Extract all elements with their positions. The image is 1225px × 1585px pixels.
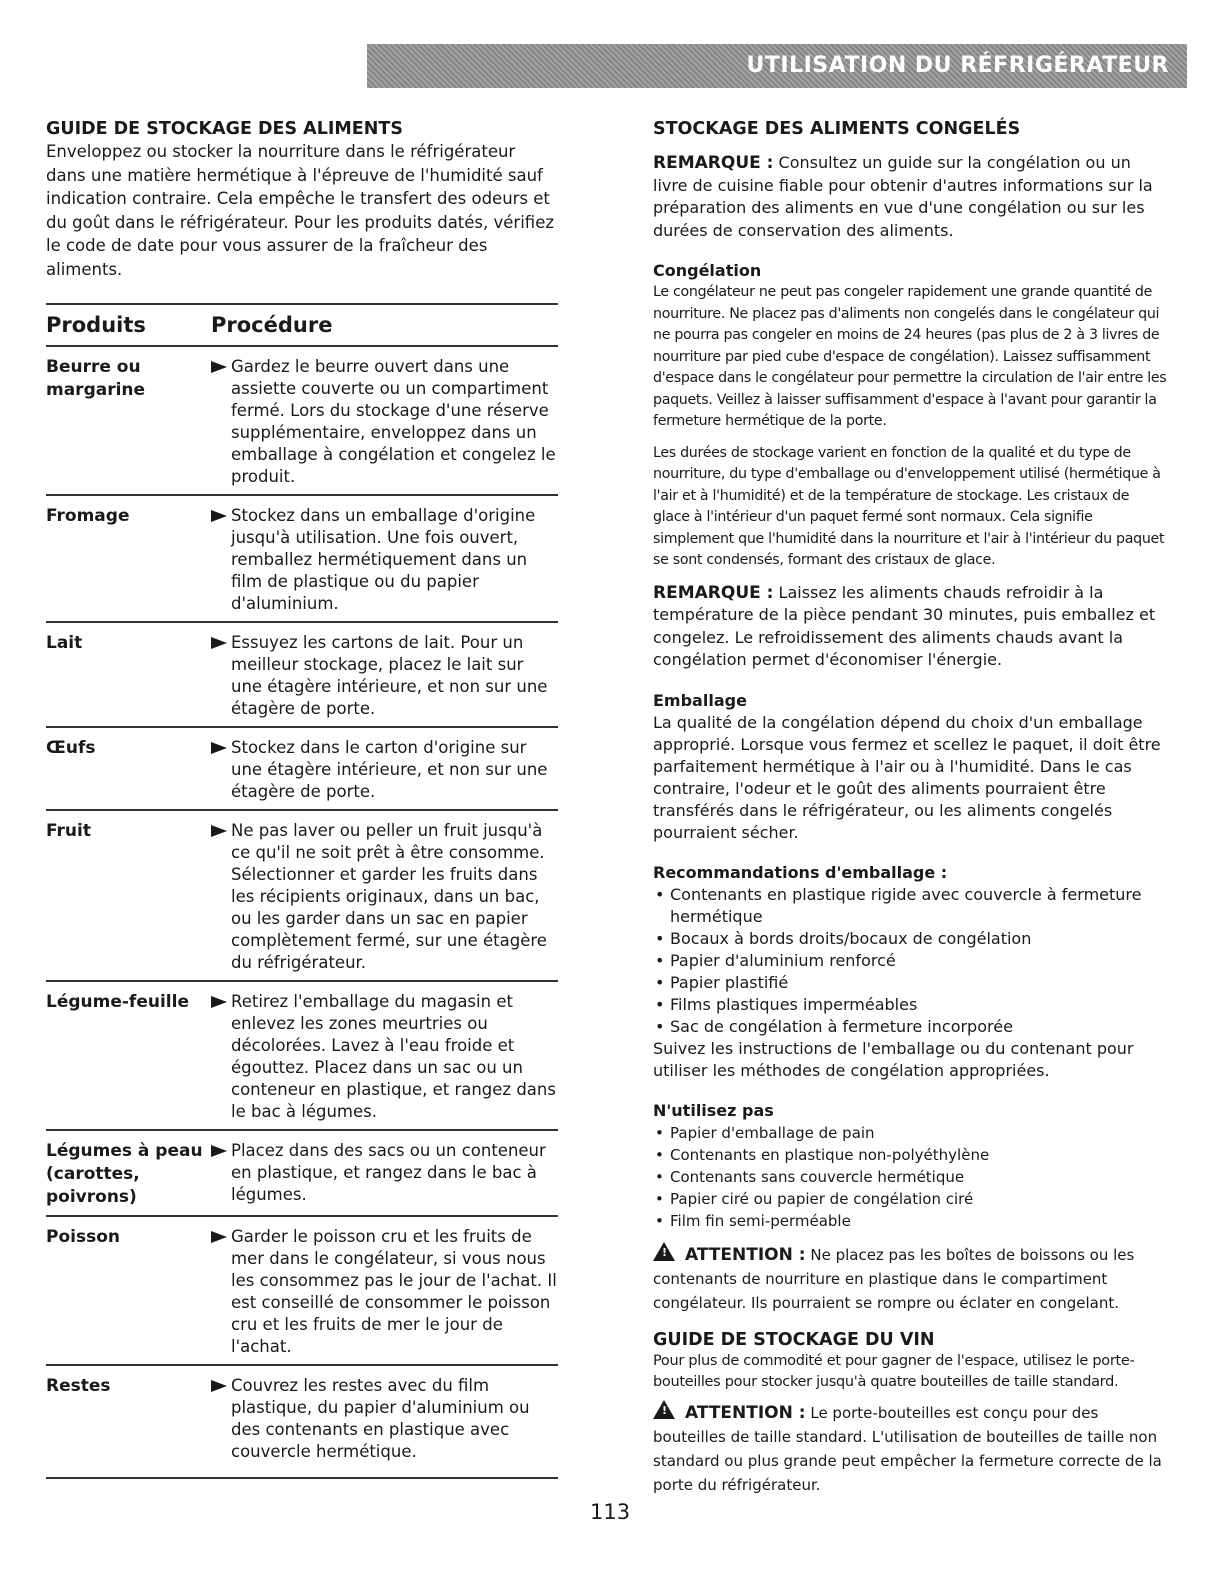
list-item: • Film fin semi-perméable (653, 1210, 1168, 1232)
product-name: Lait (46, 633, 83, 653)
product-name: Fromage (46, 506, 130, 526)
attention-paragraph: !ATTENTION : Ne placez pas les boîtes de boissons ou les contenants de nourriture en plastique dans le compartiment congélateur. Ils pourraient se rompre ou éclater en congelant. (653, 1242, 1168, 1315)
product-name: Poisson (46, 1227, 120, 1247)
table-row (46, 1217, 558, 1366)
list-item: • Sac de congélation à fermeture incorporée (653, 1016, 1168, 1038)
table-row (46, 728, 558, 811)
section-banner: UTILISATION DU RÉFRIGÉRATEUR (367, 44, 1187, 88)
wine-storage-title: GUIDE DE STOCKAGE DU VIN (653, 1329, 935, 1350)
food-storage-title: GUIDE DE STOCKAGE DES ALIMENTS (46, 119, 403, 139)
table-row (46, 1131, 558, 1217)
warning-icon (653, 1242, 675, 1261)
header-procedure: Procédure (211, 313, 333, 337)
recommendations-note: Suivez les instructions de l'emballage ou du contenant pour utiliser les méthodes de congélation appropriées. (653, 1038, 1134, 1080)
procedure-cell: Retirez l'emballage du magasin et enlevez les zones meurtries ou décolorées. Lavez à l'eau froide et égouttez. Placez dans un sac ou un conteneur en plastique, et rangez dans le bac à légumes. (211, 991, 558, 1123)
table-row (46, 982, 558, 1131)
list-item: • Bocaux à bords droits/bocaux de congélation (653, 928, 1168, 950)
warning-icon (653, 1400, 675, 1419)
table-header (46, 305, 558, 347)
arrow-bullet-icon (211, 1145, 227, 1157)
table-row (46, 496, 558, 623)
list-item: • Films plastiques imperméables (653, 994, 1168, 1016)
congelation-paragraph: Le congélateur ne peut pas congeler rapidement une grande quantité de nourriture. Ne placez pas d'aliments non congelés dans le congélateur qui ne pourra pas congeler en moins de 24 heures (pas plus de 2 à 3 livres de nourriture par pied cube d'espace de congélation). Laissez suffisamment d'espace dans le congélateur pour permettre la circulation de l'air entre les paquets. Veillez à laisser suffisamment d'espace à l'avant pour garantir la fermeture hermétique de la porte. (653, 284, 1167, 429)
arrow-bullet-icon (211, 510, 227, 522)
product-name: Beurre ou margarine (46, 357, 146, 400)
right-column (653, 118, 1168, 1497)
procedure-cell: Essuyez les cartons de lait. Pour un meilleur stockage, placez le lait sur une étagère intérieure, et non sur une étagère de porte. (211, 632, 558, 720)
arrow-bullet-icon (211, 1380, 227, 1392)
table-row (46, 347, 558, 496)
list-item: • Contenants sans couvercle hermétique (653, 1166, 1168, 1188)
procedure-cell: Gardez le beurre ouvert dans une assiette couverte ou un compartiment fermé. Lors du stockage d'une réserve supplémentaire, enveloppez dans un emballage à congélation et congelez le produit. (211, 356, 558, 488)
arrow-bullet-icon (211, 1231, 227, 1243)
procedure-cell: Couvrez les restes avec du film plastique, du papier d'aluminium ou des contenants en plastique avec couvercle hermétique. (211, 1375, 558, 1463)
table-row (46, 811, 558, 982)
congelation-paragraph: Les durées de stockage varient en fonction de la qualité et du type de nourriture, du type d'emballage ou d'enveloppement utilisé (hermétique à l'air et à l'humidité) et de la température de stockage. Les cristaux de glace à l'intérieur d'un paquet fermé sont normaux. Cela signifie simplement que l'humidité dans la nourriture et l'air à l'intérieur du paquet se sont condensés, formant des cristaux de glace. (653, 444, 1165, 568)
procedure-cell: Ne pas laver ou peller un fruit jusqu'à ce qu'il ne soit prêt à être consomme. Sélectionner et garder les fruits dans les récipients originaux, dans un bac, ou les garder dans un sac en papier complètement fermé, sur une étagère du réfrigérateur. (211, 820, 558, 974)
table-row (46, 1366, 558, 1479)
recommendations-heading: Recommandations d'emballage : (653, 862, 948, 882)
note-paragraph: REMARQUE : Laissez les aliments chauds refroidir à la température de la pièce pendant 30 minutes, puis emballez et congelez. Le refroidissement des aliments chauds avant la congélation permet d'économiser l'énergie. (653, 582, 1156, 669)
emballage-paragraph: La qualité de la congélation dépend du choix d'un emballage approprié. Lorsque vous fermez et scellez le paquet, il doit être parfaitement hermétique à l'air ou à l'humidité. Dans le cas contraire, l'odeur et le goût des aliments pourraient être transférés dans le réfrigérateur, ou les aliments congelés pourraient sécher. (653, 712, 1161, 842)
list-item: • Papier ciré ou papier de congélation ciré (653, 1188, 1168, 1210)
emballage-heading: Emballage (653, 690, 747, 710)
recommendations-list (653, 884, 1168, 1038)
note-paragraph: REMARQUE : Consultez un guide sur la congélation ou un livre de cuisine fiable pour obtenir d'autres informations sur la préparation des aliments en vue d'une congélation ou sur les durées de conservation des aliments. (653, 153, 1153, 240)
arrow-bullet-icon (211, 637, 227, 649)
procedure-cell: Garder le poisson cru et les fruits de mer dans le congélateur, si vous nous les consommez pas le jour de l'achat. Il est conseillé de consommer le poisson cru et les fruits de mer le jour de l'achat. (211, 1226, 558, 1358)
product-name: Fruit (46, 821, 91, 841)
left-column (46, 118, 558, 1479)
arrow-bullet-icon (211, 996, 227, 1008)
header-products: Produits (46, 313, 146, 337)
page-number: 113 (590, 1500, 631, 1524)
procedure-cell: Stockez dans le carton d'origine sur une étagère intérieure, et non sur une étagère de porte. (211, 737, 558, 803)
procedure-cell: Placez dans des sacs ou un conteneur en plastique, et rangez dans le bac à légumes. (211, 1140, 558, 1209)
attention-paragraph: !ATTENTION : Le porte-bouteilles est conçu pour des bouteilles de taille standard. L'utilisation de bouteilles de taille non standard ou plus grande peut empêcher la fermeture correcte de la porte du réfrigérateur. (653, 1400, 1168, 1497)
food-storage-intro: Enveloppez ou stocker la nourriture dans le réfrigérateur dans une matière hermétique à l'épreuve de l'humidité sauf indication contraire. Cela empêche le transfert des odeurs et du goût dans le réfrigérateur. Pour les produits datés, vérifiez le code de date pour vous assurer de la fraîcheur des aliments. (46, 142, 555, 279)
wine-paragraph: Pour plus de commodité et pour gagner de l'espace, utilisez le porte-bouteilles pour stocker jusqu'à quatre bouteilles de taille standard. (653, 1352, 1135, 1390)
arrow-bullet-icon (211, 361, 227, 373)
list-item: • Papier d'aluminium renforcé (653, 950, 1168, 972)
frozen-storage-title: STOCKAGE DES ALIMENTS CONGELÉS (653, 119, 1021, 139)
product-name: Légume-feuille (46, 992, 189, 1012)
do-not-use-heading: N'utilisez pas (653, 1100, 774, 1120)
list-item: • Papier d'emballage de pain (653, 1122, 1168, 1144)
product-name: Œufs (46, 738, 96, 758)
do-not-use-list (653, 1122, 1168, 1232)
table-row (46, 623, 558, 728)
arrow-bullet-icon (211, 825, 227, 837)
list-item: • Contenants en plastique non-polyéthylène (653, 1144, 1168, 1166)
congelation-heading: Congélation (653, 261, 762, 280)
list-item: • Contenants en plastique rigide avec couvercle à fermeture hermétique (653, 884, 1168, 928)
product-name: Restes (46, 1376, 111, 1396)
procedure-cell: Stockez dans un emballage d'origine jusqu'à utilisation. Une fois ouvert, remballez hermétiquement dans un film de plastique ou du papier d'aluminium. (211, 505, 558, 615)
arrow-bullet-icon (211, 742, 227, 754)
product-name: Légumes à peau (carottes, poivrons) (46, 1141, 203, 1207)
storage-table (46, 303, 558, 1479)
list-item: • Papier plastifié (653, 972, 1168, 994)
